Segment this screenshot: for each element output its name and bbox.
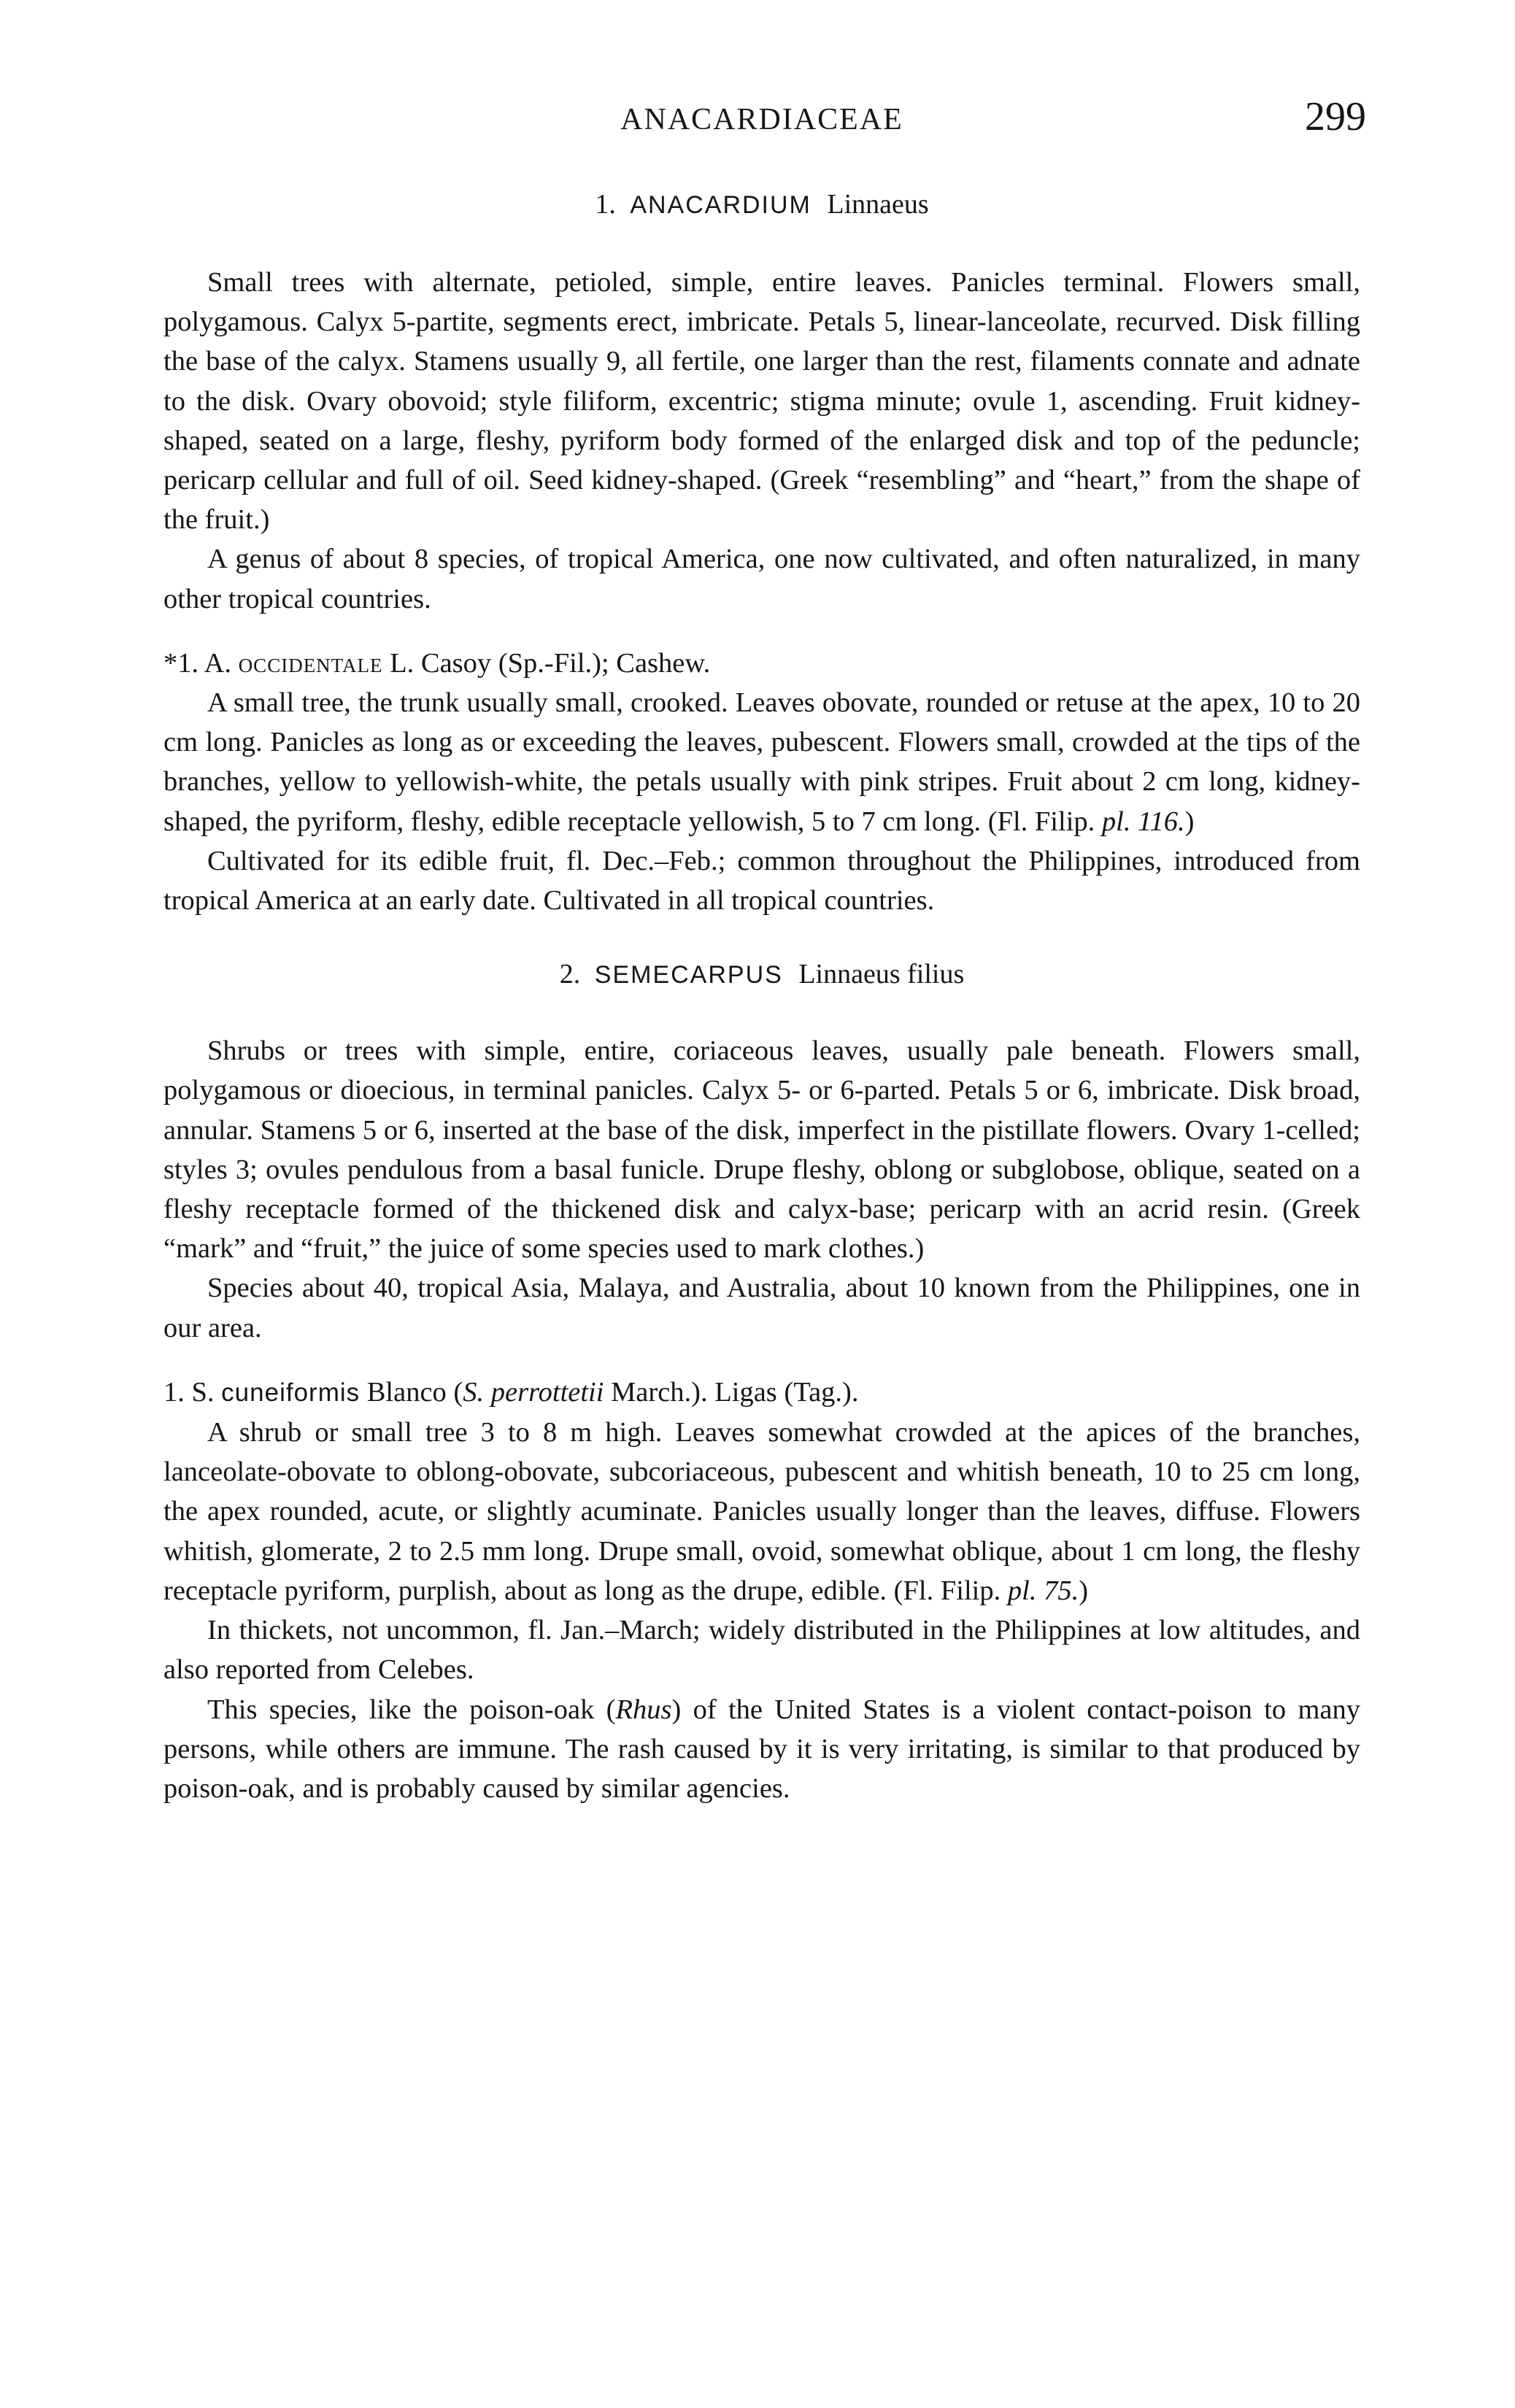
genus-author: Linnaeus filius: [798, 959, 965, 990]
species-authority: L.: [390, 647, 415, 679]
species-description-text: A shrub or small tree 3 to 8 m high. Leaves somewhat crowded at the apices of the branches, lanceolate-obovate to oblong-obovate, subcoriaceous, pubescent and whitish beneath, 10 to 25 cm long, the apex rounded, acute, or slightly acuminate. Panicles usually longer than the leaves, diffuse. Flowers whitish, glomerate, 2 to 2.5 mm long. Drupe small, ovoid, somewhat oblique, about 1 cm long, the fleshy receptacle pyriform, purplish, about as long as the drupe, edible. (Fl. Filip.: [163, 1417, 1360, 1606]
species-description-end: ): [1184, 806, 1195, 837]
genus-description: Shrubs or trees with simple, entire, coriaceous leaves, usually pale beneath. Flowers small, polygamous or dioecious, in terminal panicles. Calyx 5- or 6-parted. Petals 5 or 6, imbricate. Disk broad, annular. Stamens 5 or 6, inserted at the base of the disk, imperfect in the pistillate flowers. Ovary 1-celled; styles 3; ovules pendulous from a basal funicle. Drupe fleshy, oblong or subglobose, oblique, seated on a fleshy receptacle formed of the thickened disk and calyx-base; pericarp with an acrid resin. (Greek “mark” and “fruit,” the juice of some species used to mark clothes.): [163, 1035, 1360, 1265]
species-prefix: *1. A.: [163, 647, 232, 679]
plate-reference: pl. 116.: [1101, 806, 1185, 837]
genus-author: Linnaeus: [827, 189, 929, 220]
species-name: cuneiformis: [221, 1378, 361, 1407]
species-name: occidentale: [238, 647, 383, 679]
genus-heading-semecarpus: [163, 958, 1360, 990]
page: [163, 94, 1366, 1808]
note-start: This species, like the poison-oak (: [207, 1694, 616, 1725]
genus-name: ANACARDIUM: [630, 191, 812, 219]
genus-distribution: A genus of about 8 species, of tropical America, one now cultivated, and often naturalized, in many other tropical countries.: [163, 544, 1360, 614]
species-prefix: 1. S.: [163, 1376, 215, 1408]
running-head: [163, 94, 1366, 161]
species-heading: [163, 644, 1360, 683]
page-number: 299: [1305, 94, 1366, 139]
note-end: ) of the United States is a violent contact-poison to many persons, while others are immune. The rash caused by it is very irritating, is similar to that produced by poison-oak, and is probably caused by similar agencies.: [163, 1694, 1360, 1804]
species-habitat: In thickets, not uncommon, fl. Jan.–March; widely distributed in the Philippines at low altitudes, and also reported from Celebes.: [163, 1615, 1360, 1686]
genus-heading-anacardium: [163, 188, 1360, 220]
genus-number: 2.: [559, 959, 581, 990]
species-common-names: Casoy (Sp.-Fil.); Cashew.: [420, 647, 711, 679]
species-description-text: A small tree, the trunk usually small, crooked. Leaves obovate, rounded or retuse at the apex, 10 to 20 cm long. Panicles as long as or exceeding the leaves, pubescent. Flowers small, crowded at the tips of the branches, yellow to yellowish-white, the petals usually with pink stripes. Fruit about 2 cm long, kidney-shaped, the pyriform, fleshy, edible receptacle yellowish, 5 to 7 cm long. (Fl. Filip.: [163, 687, 1360, 837]
genus-number: 1.: [595, 189, 616, 220]
genus-distribution: Species about 40, tropical Asia, Malaya, and Australia, about 10 known from the Philippines, one in our area.: [163, 1273, 1360, 1343]
running-title: ANACARDIACEAE: [620, 103, 903, 136]
genus-description: Small trees with alternate, petioled, simple, entire leaves. Panicles terminal. Flowers small, polygamous. Calyx 5-partite, segments erect, imbricate. Petals 5, linear-lanceolate, recurved. Disk filling the base of the calyx. Stamens usually 9, all fertile, one larger than the rest, filaments connate and adnate to the disk. Ovary obovoid; style filiform, excentric; stigma minute; ovule 1, ascending. Fruit kidney-shaped, seated on a large, fleshy, pyriform body formed of the enlarged disk and top of the peduncle; pericarp cellular and full of oil. Seed kidney-shaped. (Greek “resembling” and “heart,” from the shape of the fruit.): [163, 267, 1360, 536]
species-note: [163, 1690, 1360, 1809]
species-description: [163, 683, 1360, 841]
genus-name: SEMECARPUS: [594, 961, 783, 989]
species-authority: Blanco (: [366, 1376, 463, 1408]
species-heading: [163, 1373, 1360, 1413]
note-genus: Rhus: [615, 1694, 672, 1725]
species-habitat: Cultivated for its edible fruit, fl. Dec.–Feb.; common throughout the Philippines, introduced from tropical America at an early date. Cultivated in all tropical countries.: [163, 845, 1360, 916]
species-description: [163, 1413, 1360, 1610]
species-description-end: ): [1079, 1575, 1089, 1606]
species-synonym: S. perrottetii: [463, 1376, 604, 1408]
synonym-authority: March.). Ligas (Tag.).: [611, 1376, 859, 1408]
plate-reference: pl. 75.: [1007, 1575, 1079, 1606]
